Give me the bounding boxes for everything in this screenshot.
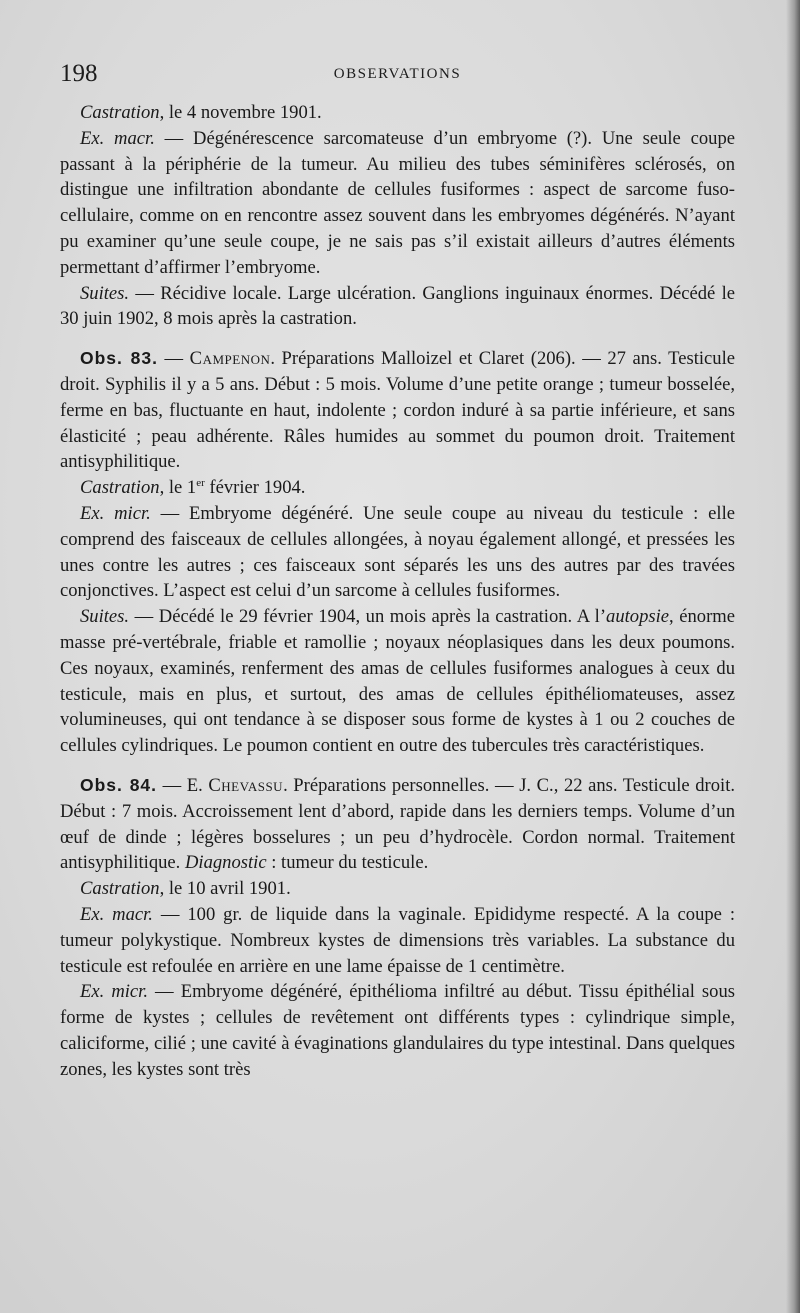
observation-dash: — — [157, 348, 190, 370]
paragraph-text: — Embryome dégénéré. Une seule coupe au niveau du testicule : elle comprend des faisceaux de cellules allongées, à noyau également allongé, et pressées les unes contre les autres ; ces faisceaux sont séparés les uns des autres par des travées conjonctives. L’aspect est celui d’un sarcome à cellules fusiformes. — [60, 502, 735, 602]
observation-label: Obs. 84. — [80, 774, 158, 795]
paragraph-suites-1 — [60, 281, 735, 333]
paragraph-text: — Décédé le 29 février 1904, un mois après la castration. A l’ — [129, 606, 607, 628]
page-header — [60, 60, 735, 90]
running-head: OBSERVATIONS — [333, 66, 462, 82]
paragraph-text: — Embryome dégénéré, épithélioma infiltré au début. Tissu épithélial sous forme de kystes ; cellules de revêtement ont différents types : cylindrique simple, caliciforme, cilié ; une cavité à évaginations glandulaires du type intestinal. Dans quelques zones, les kystes sont très — [60, 981, 736, 1080]
paragraph-text: . Préparations personnelles. — J. C., 22 ans. Testicule droit. Début : 7 mois. Accroissement lent d’abord, rapide dans les derniers temps. Volume d’un œuf de dinde ; légères bosselures ; un peu d’hydrocèle. Cordon normal. Traitement antisyphilitique. — [60, 774, 736, 874]
observation-label: Obs. 83. — [80, 348, 158, 369]
paragraph-text: — Récidive locale. Large ulcération. Ganglions inguinaux énormes. Décédé le 30 juin 1902, 8 mois après la castration. — [60, 282, 735, 330]
paragraph-label: Ex. macr. — [80, 903, 153, 925]
paragraph-castration-2 — [60, 475, 735, 501]
observation-author: Chevassu — [208, 774, 284, 796]
paragraph-text: , le 4 novembre 1901. — [159, 102, 322, 123]
paragraph-ex-macr-1 — [60, 126, 735, 281]
paragraph-text: , le 1 — [159, 477, 197, 499]
paragraph-text: : tumeur du testicule. — [266, 852, 429, 874]
paragraph-text: , le 10 avril 1901. — [159, 878, 291, 900]
paragraph-label: Ex. micr. — [80, 502, 151, 524]
observation-83 — [60, 346, 735, 475]
observation-author: Campenon — [189, 348, 271, 370]
paragraph-text: , énorme masse pré-vertébrale, friable et ramollie ; noyaux néoplasiques dans les deux poumons. Ces noyaux, examinés, renferment des amas de cellules fusiformes analogues à ceux du testicule, mais en plus, et surtout, des amas de cellules épithéliomateuses, assez volumineuses, qui ont tendance à se disposer sous forme de kystes à 1 ou 2 couches de cellules cylindriques. Le poumon contient en outre des tubercules très caractéristiques. — [60, 606, 735, 757]
italic-word: autopsie — [606, 606, 670, 628]
italic-word: Diagnostic — [184, 852, 267, 874]
observation-84 — [60, 773, 735, 876]
superscript: er — [196, 476, 205, 489]
paragraph-castration-3 — [60, 876, 735, 902]
page-number: 198 — [60, 60, 98, 87]
paragraph-label: Ex. micr. — [80, 981, 148, 1003]
paragraph-label: Suites. — [80, 606, 130, 628]
paragraph-text: . Préparations Malloizel et Claret (206). — 27 ans. Testicule droit. Syphilis il y a 5 ans. Début : 5 mois. Volume d’une petite orange ; tumeur bosselée, ferme en bas, fluctuante en haut, indolente ; cordon induré à sa partie inférieure, et sans élasticité ; peau adhérente. Râles humides au sommet du poumon droit. Traitement antisyphilitique. — [60, 348, 735, 473]
paragraph-text: — 100 gr. de liquide dans la vaginale. Epididyme respecté. A la coupe : tumeur polykystique. Nombreux kystes de dimensions très variables. La substance du testicule est refoulée en arrière en une lame épaisse de 1 centimètre. — [60, 903, 735, 977]
paragraph-label: Suites. — [80, 282, 130, 304]
paragraph-ex-macr-2 — [60, 902, 735, 979]
paragraph-label: Castration — [80, 878, 160, 900]
paragraph-ex-micr-1 — [60, 501, 735, 604]
paragraph-label: Castration — [80, 102, 160, 123]
body-text — [60, 100, 735, 1082]
paragraph-castration-1 — [60, 100, 735, 126]
paragraph-label: Ex. macr. — [80, 127, 155, 149]
paragraph-text: — Dégénérescence sarcomateuse d’un embryome (?). Une seule coupe passant à la périphérie de la tumeur. Au milieu des tubes séminifères sclérosés, on distingue une infiltration abondante de cellules fusiformes : aspect de sarcome fuso-cellulaire, comme on en rencontre assez souvent dans les embryomes dégénérés. N’ayant pu examiner qu’une seule coupe, je ne sais pas s’il existait ailleurs d’autres éléments permettant d’affirmer l’embryome. — [60, 127, 735, 278]
paragraph-ex-micr-2 — [60, 979, 735, 1082]
paragraph-text: février 1904. — [204, 477, 306, 499]
observation-dash: — E. — [157, 774, 209, 796]
page-spine-shadow — [786, 0, 800, 1313]
paragraph-label: Castration — [80, 477, 160, 499]
paragraph-suites-2 — [60, 604, 735, 759]
